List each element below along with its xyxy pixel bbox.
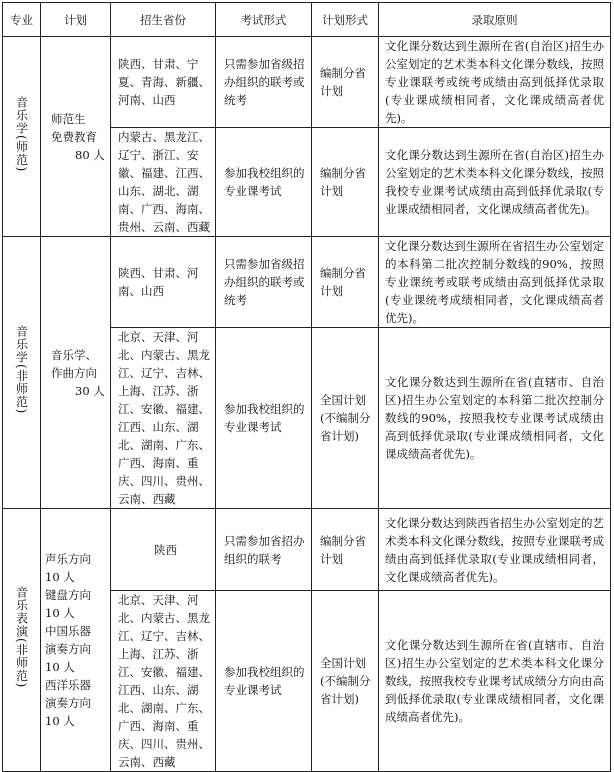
rule-cell: 文化课分数达到生源所在省(直辖市、自治区)招生办公室划定的艺术类本科文化课分数线，按照我校专业课考试成绩分方向由高到低择优录取(专业课成绩相同者，文化课成绩高者优先)。 [379,591,611,772]
plan-form-cell: 编制分省计划 [312,37,379,128]
plan-line: 声乐方向 [45,552,91,566]
admission-table [2,2,611,772]
header-exam: 考试形式 [216,3,312,37]
plan-form-cell: 全国计划(不编制分省计划) [312,328,379,509]
rule-cell: 文化课分数达到生源所在省(自治区)招生办公室划定的艺术类本科文化课分数线，按照专业课联考或统考成绩由高到低择优录取(专业课成绩相同者，文化课成绩高者优先)。 [379,37,611,128]
major-name: 音乐表演(非师范) [14,586,29,689]
plan-form-cell: 编制分省计划 [312,237,379,328]
plan-line: 演奏方向 [45,642,91,656]
exam-cell: 只需参加省招办组织的联考 [216,509,312,591]
plan-form-cell: 编制分省计划 [312,128,379,237]
provinces-cell: 陕西、甘肃、宁夏、青海、新疆、河南、山西 [111,37,216,128]
plan-line: 键盘方向 [45,588,91,602]
exam-cell: 只需参加省级招办组织的联考或统考 [216,237,312,328]
plan-form-cell: 编制分省计划 [312,509,379,591]
exam-cell: 参加我校组织的专业课考试 [216,328,312,509]
header-rule: 录取原则 [379,3,611,37]
plan-line: 作曲方向 [51,365,97,380]
exam-cell: 参加我校组织的专业课考试 [216,591,312,772]
rule-cell: 文化课分数达到生源所在省(自治区)招生办公室划定的艺术类本科文化课分数线，按照我校专业课考试成绩由高到低择优录取(专业课成绩相同者，文化课成绩高者优先)。 [379,128,611,237]
header-plan-form: 计划形式 [312,3,379,37]
provinces-cell: 陕西、甘肃、河南、山西 [111,237,216,328]
plan-line: 中国乐器 [45,624,91,638]
plan-line: 10 人 [45,660,75,674]
header-row [3,3,611,37]
provinces-cell: 北京、天津、河北、内蒙古、黑龙江、辽宁、吉林、上海、江苏、浙江、安徽、福建、江西、山东、湖北、湖南、广东、广西、海南、重庆、四川、贵州、云南、西藏 [111,591,216,772]
major-name: 音乐学(非师范) [14,325,29,415]
plan-line: 10 人 [45,714,75,728]
plan-cell [41,237,111,509]
header-plan: 计划 [41,3,111,37]
header-major: 专业 [3,3,41,37]
rule-cell: 文化课分数达到生源所在省招生办公室划定的本科第二批次控制分数线的90%，按照专业课统考或联考成绩由高到低择优录取(专业课统考成绩相同者，文化课成绩高者优先)。 [379,237,611,328]
major-cell [3,37,41,237]
plan-line: 10 人 [45,606,75,620]
rule-cell: 文化课分数达到陕西省招生办公室划定的艺术类本科文化课分数线，按照专业课联考成绩由高到低择优录取(专业课成绩相同者，文化课成绩高者优先)。 [379,509,611,591]
plan-count: 80 人 [75,147,105,162]
plan-cell [41,509,111,772]
plan-line: 师范生 [51,111,86,126]
exam-cell: 参加我校组织的专业课考试 [216,128,312,237]
provinces-cell: 陕西 [111,509,216,591]
major-name: 音乐学(师范) [14,95,29,173]
plan-line: 演奏方向 [45,696,91,710]
major-cell [3,237,41,509]
plan-line: 10 人 [45,570,75,584]
table-row [3,509,611,591]
header-provinces: 招生省份 [111,3,216,37]
plan-count: 30 人 [75,383,105,398]
plan-line: 西洋乐器 [45,678,91,692]
plan-form-cell: 全国计划(不编制分省计划) [312,591,379,772]
major-cell [3,509,41,772]
provinces-cell: 北京、天津、河北、内蒙古、黑龙江、辽宁、吉林、上海、江苏、浙江、安徽、福建、江西、山东、湖北、湖南、广东、广西、海南、重庆、四川、贵州、云南、西藏 [111,328,216,509]
table-row [3,37,611,128]
plan-cell [41,37,111,237]
rule-cell: 文化课分数达到生源所在省(直辖市、自治区)招生办公室划定的本科第二批次控制分数线的90%，按照我校专业课考试成绩由高到低择优录取(专业课成绩相同者，文化课成绩高者优先)。 [379,328,611,509]
table-row [3,237,611,328]
provinces-cell: 内蒙古、黑龙江、辽宁、浙江、安徽、福建、江西、山东、湖北、湖南、广西、海南、贵州、云南、西藏 [111,128,216,237]
plan-line: 免费教育 [51,129,97,144]
plan-line: 音乐学、 [51,347,97,362]
exam-cell: 只需参加省级招办组织的联考或统考 [216,37,312,128]
